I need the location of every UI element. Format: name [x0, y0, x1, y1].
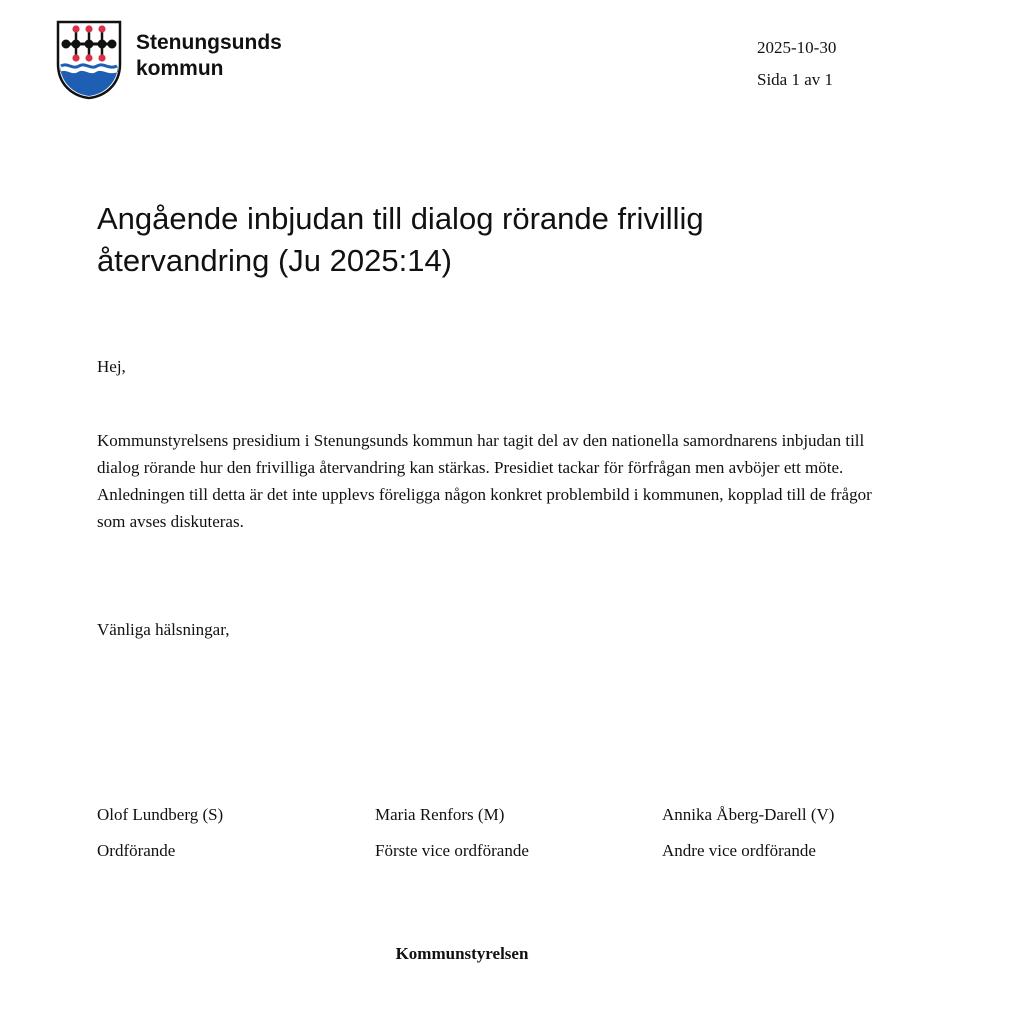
document-meta	[757, 32, 836, 96]
municipal-crest-icon	[56, 20, 122, 100]
letter-greeting: Hej,	[97, 357, 126, 376]
signatory-role: Ordförande	[97, 841, 176, 860]
footer-committee: Kommunstyrelsen	[395, 944, 529, 963]
letter-closing: Vänliga hälsningar,	[97, 620, 230, 639]
signatory-name: Olof Lundberg (S)	[97, 805, 224, 824]
page-number: Sida 1 av 1	[757, 70, 834, 89]
signatory-role: Andre vice ordförande	[662, 841, 816, 860]
signatory-name: Annika Åberg-Darell (V)	[662, 805, 835, 824]
municipality-name-line2: kommun	[136, 57, 224, 80]
municipality-name-line1: Stenungsunds	[136, 31, 282, 54]
signatory-role: Förste vice ordförande	[375, 841, 529, 860]
signature-first-vice-chair	[375, 797, 529, 869]
municipality-logo	[56, 20, 282, 100]
signature-second-vice-chair	[662, 797, 834, 869]
letter-body: Kommunstyrelsens presidium i Stenungsunds kommun har tagit del av den nationella samordnarens inbjudan till dialog rörande hur den frivilliga återvandring kan stärkas. Presidiet tackar för förfrågan men avböjer ett möte. Anledningen till detta är det inte upplevs föreligga någon konkret problembild i kommunen, kopplad till de frågor som avses diskuteras.	[97, 431, 872, 531]
signatory-name: Maria Renfors (M)	[375, 805, 505, 824]
document-date: 2025-10-30	[757, 38, 837, 57]
municipality-name	[136, 30, 282, 82]
signature-chair	[97, 797, 223, 869]
letter-title: Angående inbjudan till dialog rörande frivillig återvandring (Ju 2025:14)	[97, 201, 704, 278]
signature-block	[97, 797, 957, 867]
